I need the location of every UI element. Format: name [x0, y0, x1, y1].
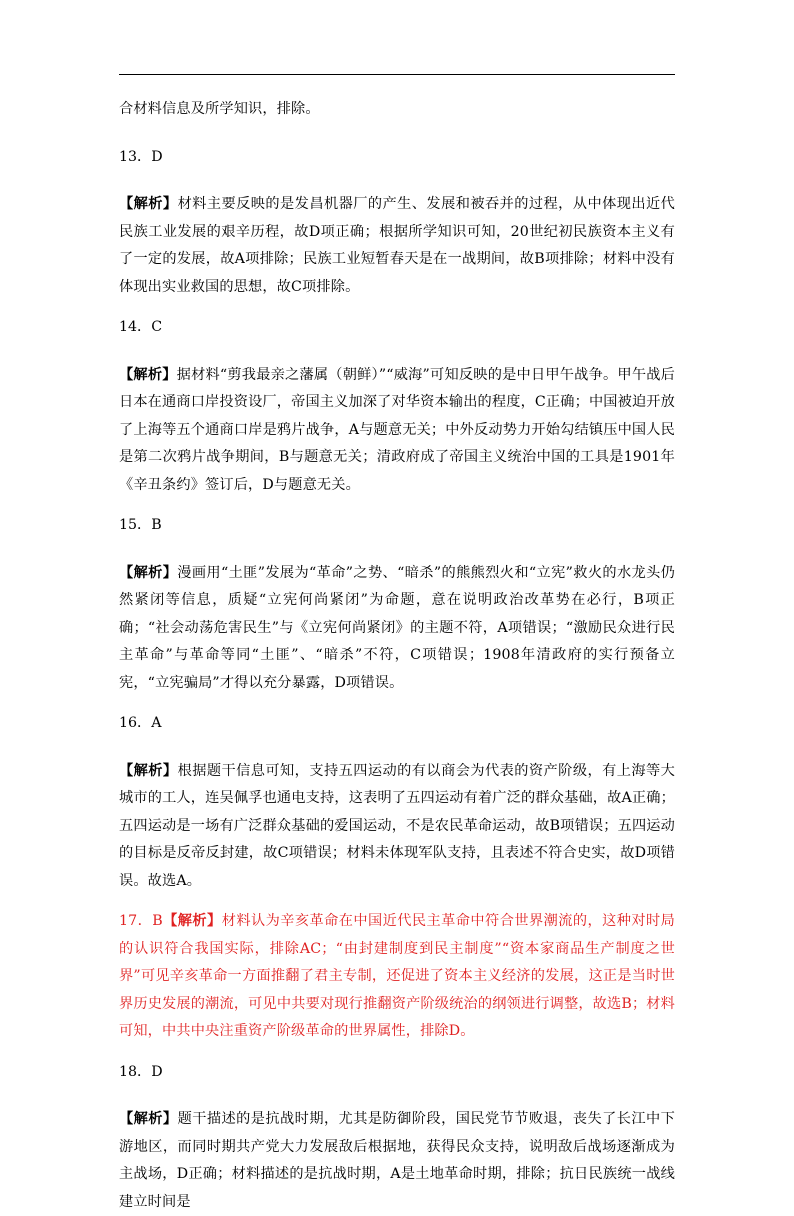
analysis-tag: 【解析】	[119, 1111, 178, 1127]
explanation-text: 据材料“剪我最亲之藩属（朝鲜）”“威海”可知反映的是中日甲午战争。甲午战后日本在通商口岸投资设厂，帝国主义加深了对华资本输出的程度，C正确；中国被迫开放了上海等五个通商口岸是鸦片战争，A与题意无关；中外反动势力开始勾结镇压中国人民是第二次鸦片战争期间，B与题意无关；清政府成了帝国主义统治中国的工具是1901年《辛丑条约》签订后，D与题意无关。	[119, 366, 676, 493]
analysis-tag: 【解析】	[119, 366, 177, 383]
explanation-16	[119, 758, 675, 896]
answer-17: 17．B	[119, 913, 163, 929]
header-rule	[119, 74, 675, 75]
document-body	[119, 96, 675, 1216]
explanation-text: 漫画用“土匪”发展为“革命”之势、“暗杀”的熊熊烈火和“立宪”救火的水龙头仍然紧闭等信息，质疑“立宪何尚紧闭”为命题，意在说明政治改革势在必行，B项正确；“社会动荡危害民生”与《立宪何尚紧闭》的主题不符，A项错误；“激励民众进行民主革命”与革命等同“土匪”、“暗杀”不符，C项错误；1908年清政府的实行预备立宪，“立宪骗局”才得以充分暴露，D项错误。	[119, 564, 675, 691]
explanation-text: 材料认为辛亥革命在中国近代民主革命中符合世界潮流的，这种对时局的认识符合我国实际，排除AC；“由封建制度到民主制度”“资本家商品生产制度之世界”可见辛亥革命一方面推翻了君主专制，还促进了资本主义经济的发展，这正是当时世界历史发展的潮流，可见中共要对现行推翻资产阶级统治的纲领进行调整，故选B；材料可知，中共中央注重资产阶级革命的世界属性，排除D。	[119, 913, 675, 1039]
explanation-17	[119, 908, 675, 1046]
analysis-tag: 【解析】	[119, 196, 178, 212]
answer-14: 14．C	[119, 319, 163, 335]
answer-16: 16．A	[119, 715, 162, 731]
explanation-14	[119, 362, 675, 500]
answer-13: 13．D	[119, 148, 163, 165]
analysis-tag: 【解析】	[119, 762, 178, 779]
continuation-text: 合材料信息及所学知识，排除。	[119, 101, 320, 117]
explanation-text: 根据题干信息可知，支持五四运动的有以商会为代表的资产阶级，有上海等大城市的工人，连吴佩孚也通电支持，这表明了五四运动有着广泛的群众基础，故A正确；五四运动是一场有广泛群众基础的爱国运动，不是农民革命运动，故B项错误；五四运动的目标是反帝反封建，故C项错误；材料未体现军队支持，且表述不符合史实，故D项错误。故选A。	[119, 762, 675, 889]
explanation-15	[119, 560, 675, 698]
explanation-text: 材料主要反映的是发昌机器厂的产生、发展和被吞并的过程，从中体现出近代民族工业发展的艰辛历程，故D项正确；根据所学知识可知，20世纪初民族资本主义有了一定的发展，故A项排除；民族工业短暂春天是在一战期间，故B项排除；材料中没有体现出实业救国的思想，故C项排除。	[119, 196, 675, 295]
analysis-tag: 【解析】	[119, 564, 178, 581]
analysis-tag: 【解析】	[162, 913, 222, 929]
explanation-13	[119, 191, 675, 301]
explanation-text: 题干描述的是抗战时期，尤其是防御阶段，国民党节节败退，丧失了长江中下游地区，而同时期共产党大力发展敌后根据地，获得民众支持，说明敌后战场逐渐成为主战场，D正确；材料描述的是抗战时期，A是土地革命时期，排除；抗日民族统一战线建立时间是	[119, 1111, 675, 1210]
answer-15: 15．B	[119, 517, 162, 533]
answer-18: 18．D	[119, 1063, 163, 1080]
